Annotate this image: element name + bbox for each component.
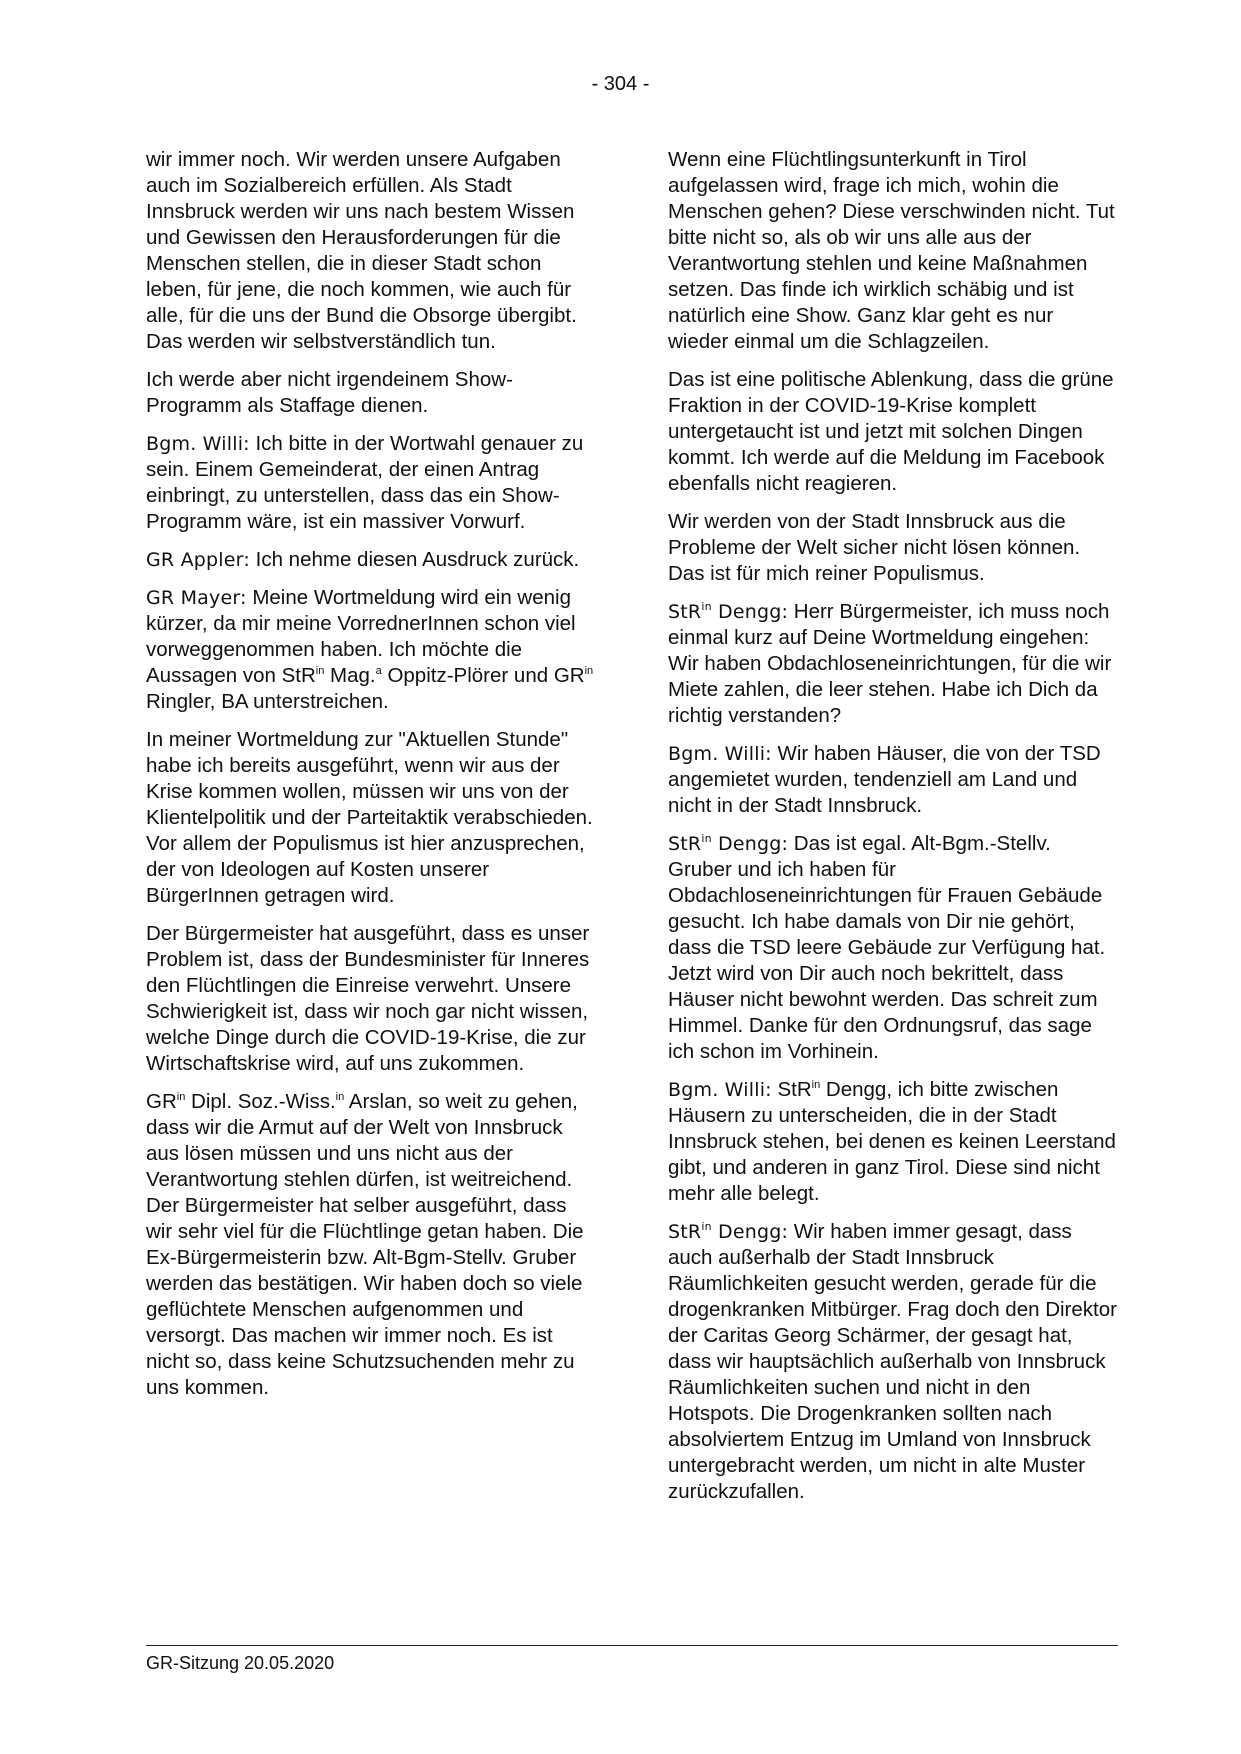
paragraph: Der Bürgermeister hat ausgeführt, dass es unser Problem ist, dass der Bundesminister für Inneres den Flüchtlingen die Einreise verwehrt. Unsere Schwierigkeit ist, dass wir noch gar nicht wissen, welche Dinge durch die COVID-19-Krise, die zur Wirtschaftskrise wird, auf uns zukommen. <box>146 922 590 1075</box>
paragraph <box>668 599 1118 729</box>
speaker-name <box>668 601 788 623</box>
page-number: - 304 - <box>591 73 650 95</box>
superscript: in <box>701 600 712 613</box>
paragraph: Wir werden von der Stadt Innsbruck aus die Probleme der Welt sicher nicht lösen können. Das ist für mich reiner Populismus. <box>668 510 1081 585</box>
speaker-name: GR Appler: <box>146 549 250 571</box>
superscript: in <box>811 1079 821 1091</box>
left-column <box>146 147 596 1413</box>
speaker-title: StR <box>668 601 702 623</box>
speech-text: Meine Wortmeldung wird ein wenig kürzer, da mir meine VorrednerInnen schon viel vorweggenommen haben. Ich möchte die Aussagen von StR <box>146 586 576 687</box>
speaker-surname: Dengg: <box>711 601 789 623</box>
speaker-surname: Dengg: <box>711 833 789 855</box>
superscript: in <box>701 1220 712 1233</box>
footer-divider <box>146 1645 1118 1646</box>
paragraph: wir immer noch. Wir werden unsere Aufgaben auch im Sozialbereich erfüllen. Als Stadt Innsbruck werden wir uns nach bestem Wissen und Gewissen den Herausforderungen für die Menschen stellen, die in dieser Stadt schon leben, für jene, die noch kommen, wie auch für alle, für die uns der Bund die Obsorge übergibt. Das werden wir selbstverständlich tun. <box>146 148 577 353</box>
superscript: in <box>335 1091 345 1103</box>
speaker-name: Bgm. Willi: <box>668 1079 772 1101</box>
paragraph: Das ist eine politische Ablenkung, dass die grüne Fraktion in der COVID-19-Krise komplett untergetaucht ist und jetzt mit solchen Dingen kommt. Ich werde auf die Meldung im Facebook ebenfalls nicht reagieren. <box>668 368 1114 495</box>
paragraph <box>668 1077 1118 1207</box>
speaker-name: Bgm. Willi: <box>146 433 250 455</box>
speaker-surname: Dengg: <box>711 1221 789 1243</box>
paragraph: In meiner Wortmeldung zur "Aktuellen Stunde" habe ich bereits ausgeführt, wenn wir aus der Krise kommen wollen, müssen wir uns von der Klientelpolitik und der Parteitaktik verabschieden. Vor allem der Populismus ist hier anzusprechen, der von Ideologen auf Kosten unserer BürgerInnen getragen wird. <box>146 728 593 907</box>
speech-text: Dipl. Soz.-Wiss. <box>185 1090 336 1113</box>
speech-text: Das ist egal. Alt-Bgm.-Stellv. Gruber und ich haben für Obdachloseneinrichtungen für Frauen Gebäude gesucht. Ich habe damals von Dir nie gehört, dass die TSD leere Gebäude zur Verfügung hat. Jetzt wird von Dir auch noch bekrittelt, dass Häuser nicht bewohnt werden. Das schreit zum Himmel. Danke für den Ordnungsruf, das sage ich schon im Vorhinein. <box>668 832 1106 1063</box>
paragraph <box>668 741 1118 819</box>
speaker-name <box>668 833 788 855</box>
speaker-title: StR <box>668 833 702 855</box>
superscript: in <box>176 1091 186 1103</box>
speech-text: Arslan, so weit zu gehen, dass wir die Armut auf der Welt von Innsbruck aus lösen müssen und uns nicht aus der Verantwortung stehlen dürfen, ist weitreichend. Der Bürgermeister hat selber ausgeführt, dass wir sehr viel für die Flüchtlinge getan haben. Die Ex-Bürgermeisterin bzw. Alt-Bgm-Stellv. Gruber werden das bestätigen. Wir haben doch so viele geflüchtete Menschen aufgenommen und versorgt. Das machen wir immer noch. Es ist nicht so, dass keine Schutzsuchenden mehr zu uns kommen. <box>146 1090 584 1399</box>
paragraph <box>668 831 1118 1065</box>
paragraph <box>146 585 596 715</box>
speech-text: Ich nehme diesen Ausdruck zurück. <box>249 548 580 571</box>
paragraph <box>668 1219 1118 1505</box>
speech-text: Mag. <box>324 664 376 687</box>
paragraph <box>146 1089 596 1401</box>
speech-text: Herr Bürgermeister, ich muss noch einmal kurz auf Deine Wortmeldung eingehen: Wir haben Obdachloseneinrichtungen, für die wir Miete zahlen, die leer stehen. Habe ich Dich da richtig verstanden? <box>668 600 1112 727</box>
paragraph: Wenn eine Flüchtlingsunterkunft in Tirol aufgelassen wird, frage ich mich, wohin die Menschen gehen? Diese verschwinden nicht. Tut bitte nicht so, als ob wir uns alle aus der Verantwortung stehlen und keine Maßnahmen setzen. Das finde ich wirklich schäbig und ist natürlich eine Show. Ganz klar geht es nur wieder einmal um die Schlagzeilen. <box>668 148 1115 353</box>
speech-text: Oppitz-Plörer und GR <box>381 664 585 687</box>
speaker-name: Bgm. Willi: <box>668 743 772 765</box>
speech-text: Ich bitte in der Wortwahl genauer zu sein. Einem Gemeinderat, der einen Antrag einbringt, zu unterstellen, dass das ein Show-Programm wäre, ist ein massiver Vorwurf. <box>146 432 584 533</box>
footer-session-label: GR-Sitzung 20.05.2020 <box>146 1653 335 1673</box>
right-column <box>668 147 1118 1517</box>
speech-text: Wir haben immer gesagt, dass auch außerhalb der Stadt Innsbruck Räumlichkeiten gesucht werden, gerade für die drogenkranken Mitbürger. Frag doch den Direktor der Caritas Georg Schärmer, der gesagt hat, dass wir hauptsächlich außerhalb von Innsbruck Räumlichkeiten suchen und nicht in den Hotspots. Die Drogenkranken sollten nach absolviertem Entzug im Umland von Innsbruck untergebracht werden, um nicht in alte Muster zurückzufallen. <box>668 1220 1117 1503</box>
paragraph <box>146 431 596 535</box>
speaker-name <box>668 1221 788 1243</box>
speech-text: Ringler, BA unterstreichen. <box>146 690 389 713</box>
speaker-name: GR Mayer: <box>146 587 247 609</box>
speech-text: Wir haben Häuser, die von der TSD angemietet wurden, tendenziell am Land und nicht in der Stadt Innsbruck. <box>668 742 1101 817</box>
speech-text: GR <box>146 1090 177 1113</box>
paragraph: Ich werde aber nicht irgendeinem Show-Programm als Staffage dienen. <box>146 368 513 417</box>
speaker-title: StR <box>668 1221 702 1243</box>
superscript: in <box>584 665 594 677</box>
superscript: in <box>315 665 325 677</box>
superscript: a <box>375 665 382 677</box>
speech-text: StR <box>771 1078 812 1101</box>
speech-text: Dengg, ich bitte zwischen Häusern zu unterscheiden, die in der Stadt Innsbruck stehen, bei denen es keinen Leerstand gibt, und anderen in ganz Tirol. Diese sind nicht mehr alle belegt. <box>668 1078 1116 1205</box>
superscript: in <box>701 832 712 845</box>
paragraph <box>146 547 596 573</box>
